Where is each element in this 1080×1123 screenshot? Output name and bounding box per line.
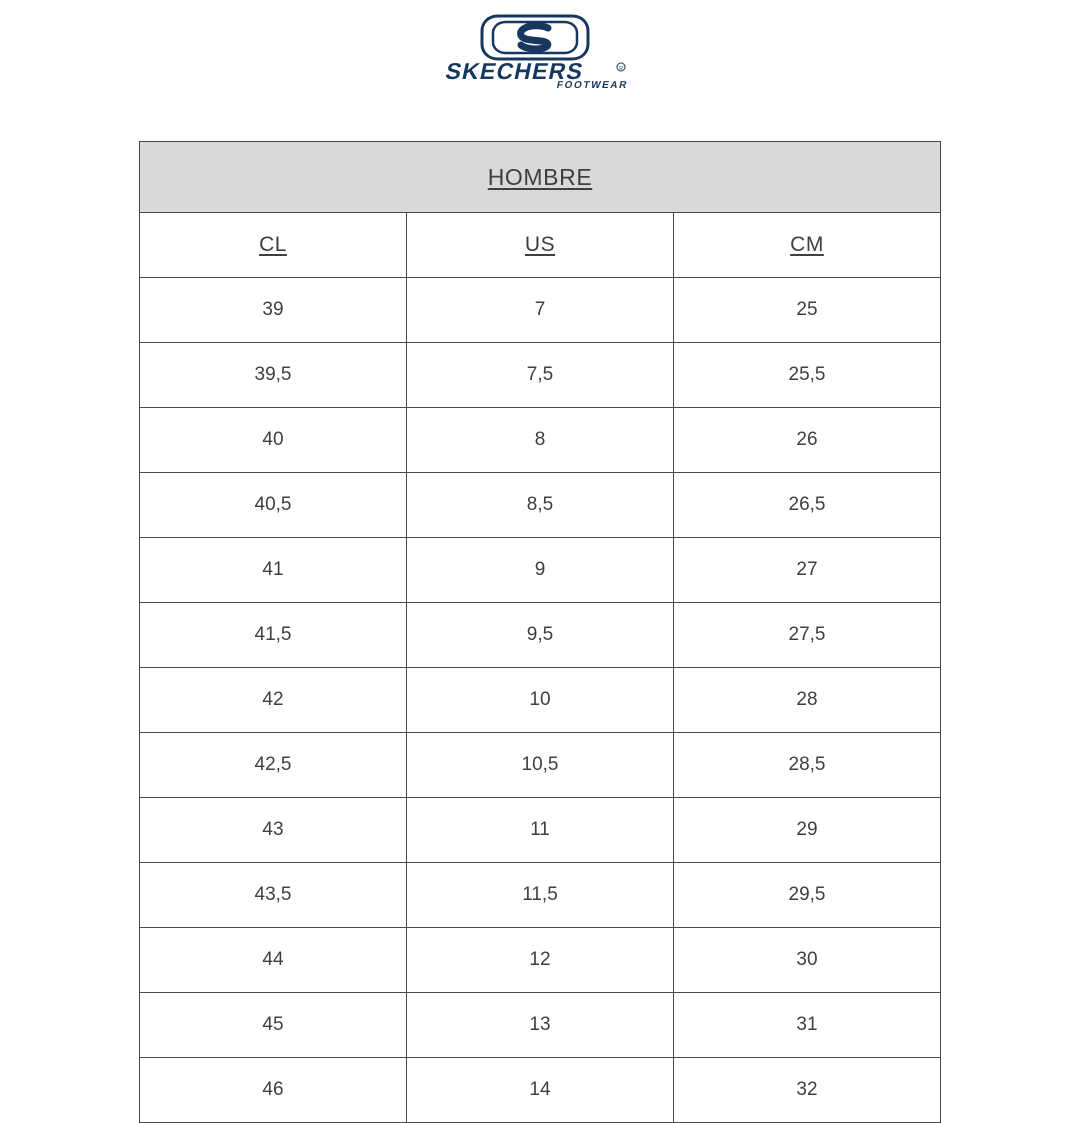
column-header-cl: CL: [140, 213, 407, 278]
cell-cl: 45: [140, 993, 407, 1058]
brand-logo: [0, 0, 1080, 92]
table-row: [140, 733, 941, 798]
cell-us: 7: [407, 278, 674, 343]
cell-cm: 30: [674, 928, 941, 993]
cell-cl: 43: [140, 798, 407, 863]
cell-cm: 26: [674, 408, 941, 473]
cell-cl: 40: [140, 408, 407, 473]
cell-us: 10,5: [407, 733, 674, 798]
table-row: [140, 538, 941, 603]
cell-us: 12: [407, 928, 674, 993]
cell-cl: 39: [140, 278, 407, 343]
size-table: [139, 141, 941, 1123]
cell-cl: 41,5: [140, 603, 407, 668]
cell-cl: 42: [140, 668, 407, 733]
table-row: [140, 668, 941, 733]
svg-text:FOOTWEAR: FOOTWEAR: [555, 80, 630, 91]
cell-cl: 40,5: [140, 473, 407, 538]
cell-us: 10: [407, 668, 674, 733]
table-row: [140, 278, 941, 343]
table-row: [140, 1058, 941, 1123]
cell-cm: 31: [674, 993, 941, 1058]
column-header-cm: CM: [674, 213, 941, 278]
cell-cl: 44: [140, 928, 407, 993]
size-table-container: [139, 141, 941, 1123]
table-row: [140, 928, 941, 993]
cell-us: 9,5: [407, 603, 674, 668]
table-title-row: [140, 142, 941, 213]
cell-us: 8: [407, 408, 674, 473]
cell-cm: 29: [674, 798, 941, 863]
cell-cl: 46: [140, 1058, 407, 1123]
cell-us: 11,5: [407, 863, 674, 928]
cell-cl: 43,5: [140, 863, 407, 928]
cell-cl: 41: [140, 538, 407, 603]
cell-cm: 28: [674, 668, 941, 733]
cell-cm: 29,5: [674, 863, 941, 928]
table-header-row: [140, 213, 941, 278]
table-title: HOMBRE: [140, 142, 941, 213]
cell-cl: 42,5: [140, 733, 407, 798]
cell-cl: 39,5: [140, 343, 407, 408]
cell-cm: 27: [674, 538, 941, 603]
cell-cm: 32: [674, 1058, 941, 1123]
table-row: [140, 343, 941, 408]
column-header-us: US: [407, 213, 674, 278]
table-row: [140, 408, 941, 473]
cell-us: 8,5: [407, 473, 674, 538]
cell-us: 7,5: [407, 343, 674, 408]
cell-cm: 25,5: [674, 343, 941, 408]
table-row: [140, 473, 941, 538]
cell-cm: 25: [674, 278, 941, 343]
cell-us: 14: [407, 1058, 674, 1123]
skechers-logo-icon: [440, 14, 640, 92]
svg-text:SKECHERS: SKECHERS: [443, 58, 587, 84]
table-row: [140, 798, 941, 863]
table-row: [140, 993, 941, 1058]
table-row: [140, 863, 941, 928]
cell-cm: 28,5: [674, 733, 941, 798]
cell-us: 13: [407, 993, 674, 1058]
cell-us: 9: [407, 538, 674, 603]
cell-cm: 26,5: [674, 473, 941, 538]
svg-text:R: R: [619, 66, 623, 72]
cell-us: 11: [407, 798, 674, 863]
cell-cm: 27,5: [674, 603, 941, 668]
table-row: [140, 603, 941, 668]
